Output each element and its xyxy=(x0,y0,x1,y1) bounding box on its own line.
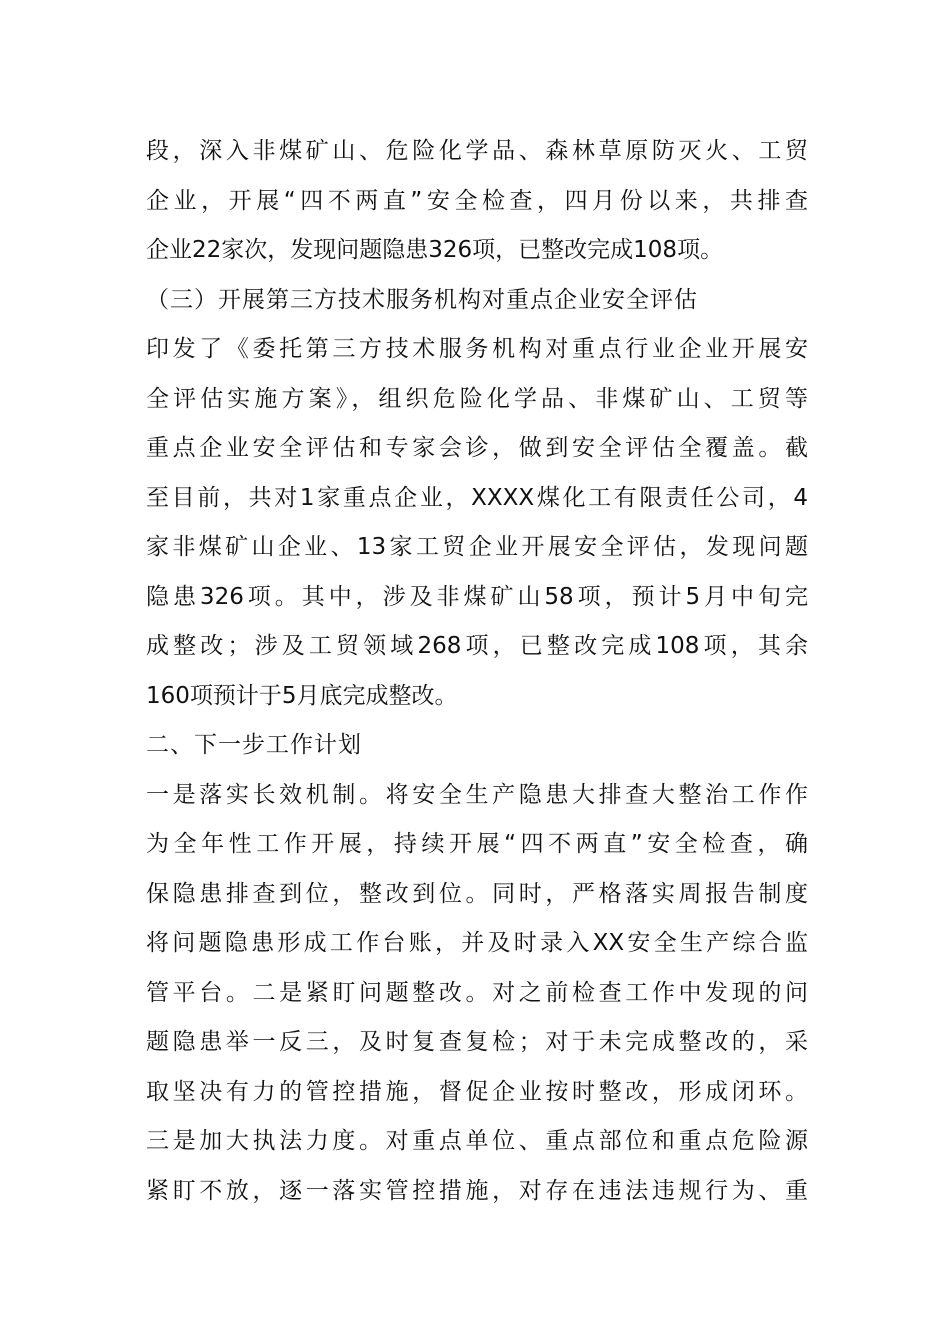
paragraph-line: 为全年性工作开展，持续开展“四不两直”安全检查，确 xyxy=(146,831,808,857)
paragraph-line: 段，深入非煤矿山、危险化学品、森林草原防灭火、工贸 xyxy=(146,138,808,164)
paragraph-line: 管平台。二是紧盯问题整改。对之前检查工作中发现的问 xyxy=(146,979,808,1006)
paragraph-line: 160项预计于5月底完成整改。 xyxy=(146,682,458,709)
paragraph-line: 家非煤矿山企业、13家工贸企业开展安全评估，发现问题 xyxy=(146,534,808,560)
paragraph-line: 隐患326项。其中，涉及非煤矿山58项，预计5月中旬完 xyxy=(146,583,808,610)
paragraph-line: 重点企业安全评估和专家会诊，做到安全评估全覆盖。截 xyxy=(146,435,808,461)
paragraph-line: 成整改；涉及工贸领域268项，已整改完成108项，其余 xyxy=(146,633,808,659)
paragraph-line: 企业22家次，发现问题隐患326项，已整改完成108项。 xyxy=(146,237,724,263)
paragraph-line: 取坚决有力的管控措施，督促企业按时整改，形成闭环。 xyxy=(146,1078,808,1105)
paragraph-line: 全评估实施方案》，组织危险化学品、非煤矿山、工贸等 xyxy=(146,385,808,412)
section-heading: （三）开展第三方技术服务机构对重点企业安全评估 xyxy=(146,286,698,313)
paragraph-line: 将问题隐患形成工作台账，并及时录入XX安全生产综合监 xyxy=(146,930,808,956)
document-body xyxy=(146,127,808,1216)
paragraph-line: 紧盯不放，逐一落实管控措施，对存在违法违规行为、重 xyxy=(146,1177,808,1204)
paragraph-line: 题隐患举一反三，及时复查复检；对于未完成整改的，采 xyxy=(146,1029,808,1055)
paragraph-line: 一是落实长效机制。将安全生产隐患大排查大整治工作作 xyxy=(146,781,808,808)
paragraph-line: 印发了《委托第三方技术服务机构对重点行业企业开展安 xyxy=(146,336,808,362)
paragraph-line: 至目前，共对1家重点企业，XXXX煤化工有限责任公司，4 xyxy=(146,484,808,511)
section-heading: 二、下一步工作计划 xyxy=(146,732,362,758)
paragraph-line: 保隐患排查到位，整改到位。同时，严格落实周报告制度 xyxy=(146,880,808,907)
paragraph-line: 企业，开展“四不两直”安全检查，四月份以来，共排查 xyxy=(146,187,808,214)
paragraph-line: 三是加大执法力度。对重点单位、重点部位和重点危险源 xyxy=(146,1128,808,1154)
